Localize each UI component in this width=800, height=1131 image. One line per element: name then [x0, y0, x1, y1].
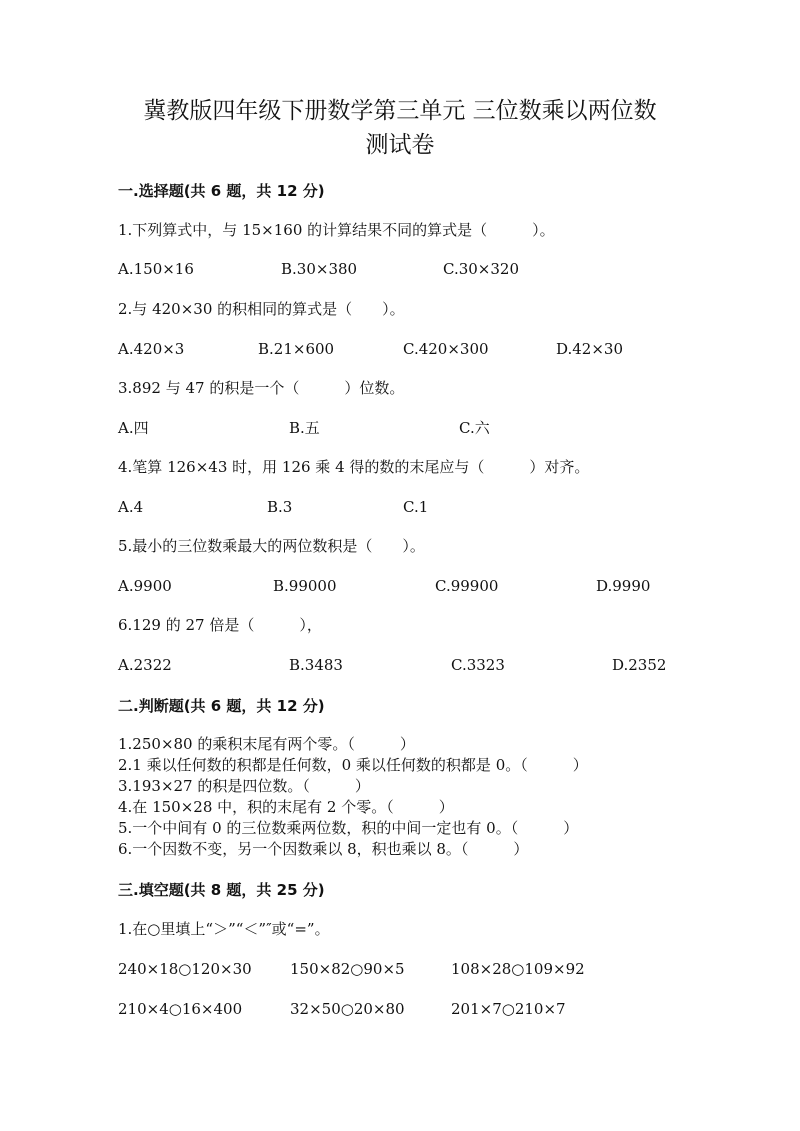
choice-option: C.1	[403, 498, 429, 516]
choice-option: D.2352	[612, 656, 667, 674]
judge-item: 4.在 150×28 中，积的末尾有 2 个零。（ ）	[118, 798, 454, 816]
comparison-item: 108×28○109×92	[451, 960, 585, 978]
choice-option: B.99000	[273, 577, 337, 595]
comparison-item: 150×82○90×5	[290, 960, 405, 978]
title-line-1: 冀教版四年级下册数学第三单元 三位数乘以两位数	[143, 98, 657, 124]
judge-item: 5.一个中间有 0 的三位数乘两位数，积的中间一定也有 0。（ ）	[118, 819, 579, 837]
comparison-item: 32×50○20×80	[290, 1000, 405, 1018]
choice-option: C.30×320	[443, 260, 519, 278]
choice-option: B.3	[267, 498, 293, 516]
judge-item: 6.一个因数不变，另一个因数乘以 8，积也乘以 8。（ ）	[118, 840, 529, 858]
judge-item: 2.1 乘以任何数的积都是任何数，0 乘以任何数的积都是 0。（ ）	[118, 756, 588, 774]
choice-question: 6.129 的 27 倍是（ ），	[118, 616, 322, 634]
choice-option: B.3483	[289, 656, 343, 674]
choice-option: C.3323	[451, 656, 505, 674]
choice-option: A.9900	[118, 577, 172, 595]
choice-option: A.四	[118, 419, 149, 437]
section-heading-judge: 二.判断题(共 6 题，共 12 分)	[118, 697, 325, 715]
choice-option: D.42×30	[556, 340, 624, 358]
comparison-item: 210×4○16×400	[118, 1000, 243, 1018]
section-heading-fill: 三.填空题(共 8 题，共 25 分)	[118, 881, 325, 899]
comparison-item: 201×7○210×7	[451, 1000, 566, 1018]
fill-question: 1.在○里填上“＞”“＜”″或“=”。	[118, 920, 330, 938]
judge-item: 1.250×80 的乘积末尾有两个零。（ ）	[118, 735, 415, 753]
choice-option: C.420×300	[403, 340, 489, 358]
choice-question: 3.892 与 47 的积是一个（ ）位数。	[118, 379, 405, 397]
choice-option: C.99900	[435, 577, 499, 595]
choice-option: B.21×600	[258, 340, 335, 358]
judge-item: 3.193×27 的积是四位数。（ ）	[118, 777, 370, 795]
page-title	[0, 94, 800, 162]
title-line-2: 测试卷	[365, 132, 435, 158]
choice-question: 1.下列算式中，与 15×160 的计算结果不同的算式是（ ）。	[118, 221, 555, 239]
section-heading-choice: 一.选择题(共 6 题，共 12 分)	[118, 182, 325, 200]
choice-option: A.420×3	[118, 340, 185, 358]
choice-question: 5.最小的三位数乘最大的两位数积是（ ）。	[118, 537, 425, 555]
choice-option: A.2322	[118, 656, 172, 674]
choice-question: 2.与 420×30 的积相同的算式是（ ）。	[118, 300, 405, 318]
choice-option: A.150×16	[118, 260, 194, 278]
choice-option: A.4	[118, 498, 144, 516]
choice-question: 4.笔算 126×43 时，用 126 乘 4 得的数的末尾应与（ ）对齐。	[118, 458, 590, 476]
choice-option: B.五	[289, 419, 320, 437]
choice-option: B.30×380	[281, 260, 358, 278]
choice-option: C.六	[459, 419, 490, 437]
comparison-item: 240×18○120×30	[118, 960, 252, 978]
choice-option: D.9990	[596, 577, 651, 595]
